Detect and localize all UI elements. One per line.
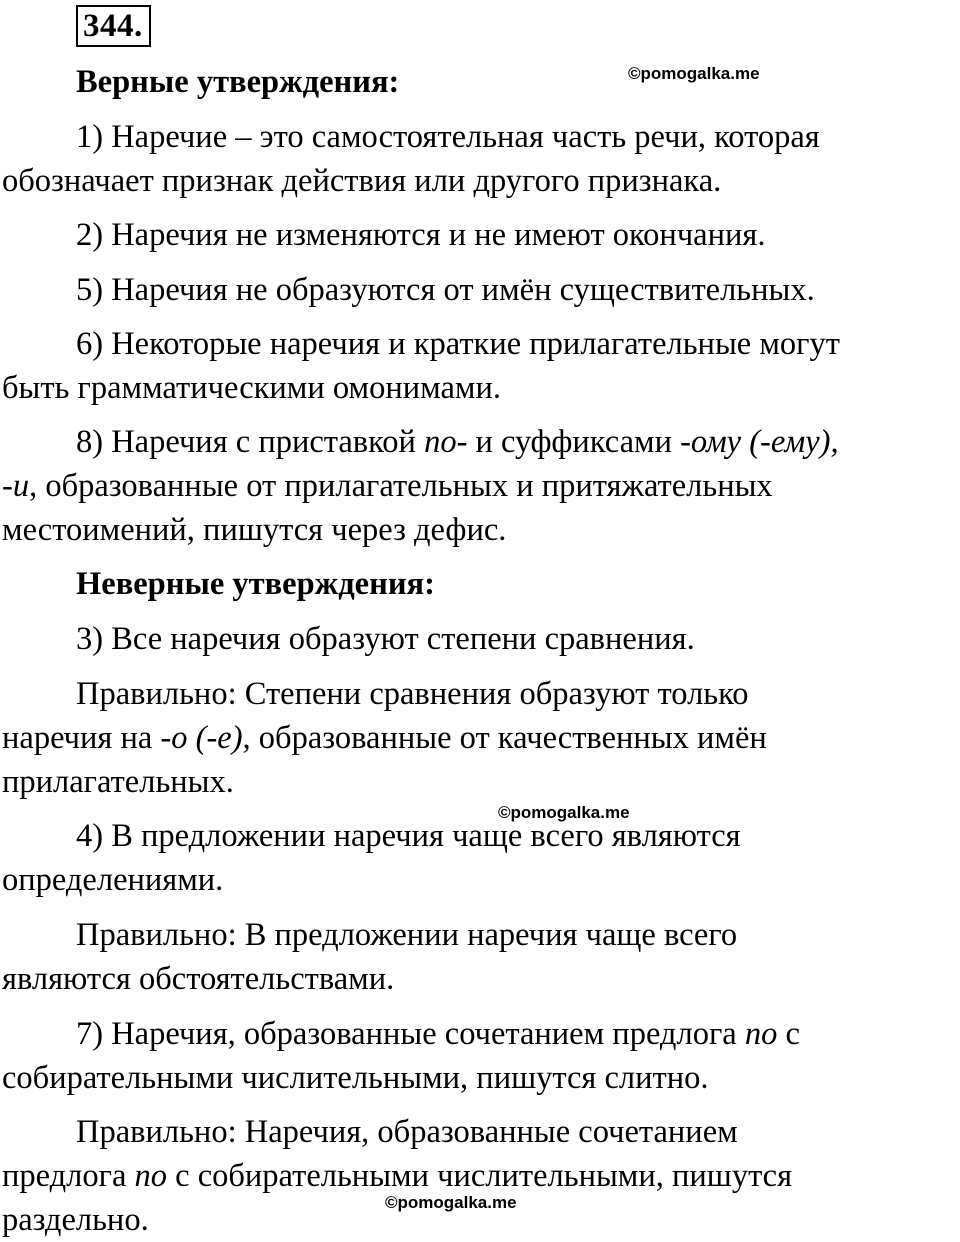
correction-3-text-b: , образованные от качественных имён (242, 720, 767, 756)
statement-8-text-a: 8) Наречия с приставкой (76, 424, 425, 460)
statement-2-line-1: 2) Наречия не изменяются и не имеют окончания. (76, 217, 766, 253)
correction-7-line-2 (2, 1154, 960, 1198)
statement-6-line-2: быть грамматическими омонимами. (2, 370, 501, 406)
statement-4-line-1: 4) В предложении наречия чаще всего являются (76, 818, 741, 854)
watermark: ©pomogalka.me (498, 803, 630, 822)
statement-8 (2, 420, 960, 552)
statement-7-text-b: с (777, 1016, 800, 1052)
statement-8-text-b: и суффиксами (467, 424, 681, 460)
statement-3 (2, 617, 960, 661)
statement-1-line-1: 1) Наречие – это самостоятельная часть речи, которая (76, 119, 820, 155)
statement-7-line-1 (2, 1012, 960, 1056)
statement-6-line-1: 6) Некоторые наречия и краткие прилагательные могут (76, 326, 840, 362)
statement-7-line-2: собирательными числительными, пишутся слитно. (2, 1060, 709, 1096)
statement-2 (2, 213, 960, 257)
statement-8-text-c: , образованные от прилагательных и притяжательных (29, 468, 773, 504)
correction-3-line-1: Правильно: Степени сравнения образуют только (76, 676, 749, 712)
statement-6 (2, 322, 960, 410)
watermark: ©pomogalka.me (385, 1193, 517, 1212)
statement-8-suffix-i: -и (2, 468, 30, 504)
correction-3 (2, 672, 960, 804)
statement-1-line-2: обозначает признак действия или другого признака. (2, 163, 722, 199)
statement-8-prefix: по- (424, 424, 468, 460)
correction-7 (2, 1110, 960, 1242)
statement-8-suffixes: -ому (-ему), (680, 424, 839, 460)
correction-3-text-a: наречия на (2, 720, 161, 756)
incorrect-heading: Неверные утверждения: (76, 566, 435, 602)
correction-3-line-3: прилагательных. (2, 764, 234, 800)
statement-1 (2, 115, 960, 203)
statement-7-preposition: по (744, 1016, 778, 1052)
statement-8-line-2 (2, 464, 960, 508)
correction-3-line-2 (2, 716, 960, 760)
correction-7-text-b: с собирательными числительными, пишутся (167, 1158, 793, 1194)
statement-4 (2, 814, 960, 902)
statement-4-line-2: определениями. (2, 862, 224, 898)
correction-7-line-1: Правильно: Наречия, образованные сочетанием (76, 1114, 738, 1150)
correction-7-preposition: по (134, 1158, 168, 1194)
statement-5-line-1: 5) Наречия не образуются от имён существительных. (76, 272, 815, 308)
statement-8-line-1 (2, 420, 960, 464)
exercise-number: 344. (76, 5, 151, 47)
correction-4 (2, 913, 960, 1001)
correction-4-line-2: являются обстоятельствами. (2, 961, 395, 997)
correction-4-line-1: Правильно: В предложении наречия чаще всего (76, 917, 738, 953)
statement-7 (2, 1012, 960, 1100)
statement-5 (2, 268, 960, 312)
correction-3-endings: -о (-е) (160, 720, 243, 756)
statement-8-line-3: местоимений, пишутся через дефис. (2, 512, 507, 548)
correct-heading: Верные утверждения: (76, 64, 400, 100)
correction-7-text-a: предлога (2, 1158, 135, 1194)
statement-7-text-a: 7) Наречия, образованные сочетанием предлога (76, 1016, 745, 1052)
statement-3-line-1: 3) Все наречия образуют степени сравнения. (76, 621, 695, 657)
correction-7-line-3: раздельно. (2, 1202, 149, 1238)
watermark: ©pomogalka.me (628, 64, 760, 83)
